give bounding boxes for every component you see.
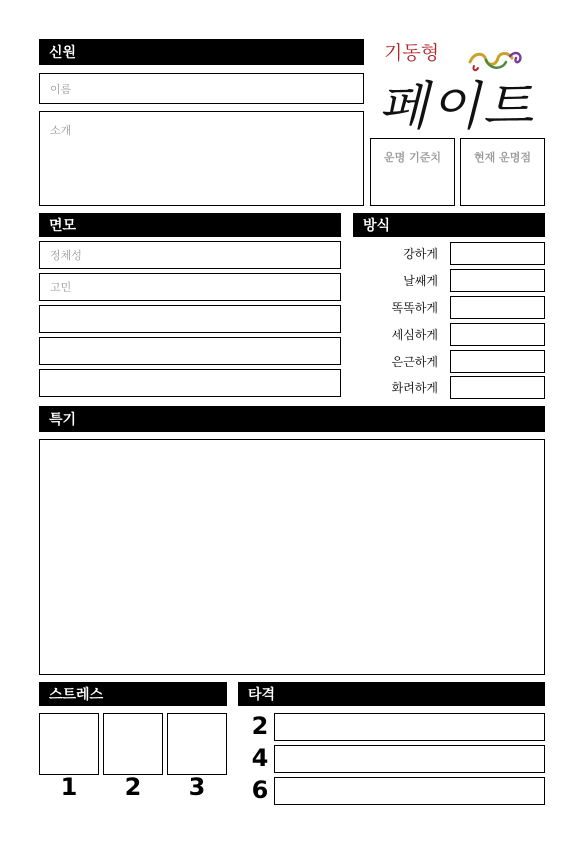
name-field-label: 이름: [50, 82, 72, 96]
logo-subtitle: 기동형: [384, 42, 440, 64]
identity-header-label: 신원: [49, 45, 77, 61]
stress-number: 2: [124, 773, 142, 801]
approach-label: 화려하게: [391, 381, 438, 395]
approach-input[interactable]: [450, 296, 545, 319]
approach-input[interactable]: [450, 323, 545, 346]
approaches-header-label: 방식: [363, 218, 391, 234]
logo-title: 페이트: [378, 77, 535, 137]
aspects-header: [39, 213, 341, 237]
stress-number: 3: [188, 773, 206, 801]
approach-label: 날쌔게: [403, 274, 438, 288]
identity-header: [39, 39, 364, 65]
stress-number: 1: [60, 773, 78, 801]
aspect-field-label: 정체성: [50, 249, 82, 262]
aspect-field[interactable]: [39, 241, 341, 269]
fate-current-box[interactable]: [460, 138, 545, 206]
consequence-number: 6: [251, 776, 269, 804]
approach-label: 세심하게: [391, 328, 438, 342]
consequences-header-label: 타격: [248, 687, 276, 703]
stunts-header: [39, 406, 545, 432]
approach-input[interactable]: [450, 269, 545, 292]
aspect-field-label: 고민: [50, 281, 72, 294]
approach-input[interactable]: [450, 350, 545, 373]
intro-field[interactable]: [39, 111, 364, 206]
fate-base-box[interactable]: [370, 138, 455, 206]
stress-header-label: 스트레스: [49, 687, 104, 703]
approach-input[interactable]: [450, 242, 545, 265]
aspects-header-label: 면모: [49, 218, 77, 234]
stunts-area[interactable]: [39, 439, 545, 675]
aspect-field[interactable]: [39, 369, 341, 397]
consequence-number: 2: [251, 712, 269, 740]
stress-header: [39, 682, 227, 706]
stress-box[interactable]: [167, 713, 227, 775]
stress-box[interactable]: [103, 713, 163, 775]
aspect-field[interactable]: [39, 273, 341, 301]
stress-box[interactable]: [39, 713, 99, 775]
consequence-field[interactable]: [274, 713, 545, 741]
consequence-field[interactable]: [274, 777, 545, 805]
consequences-header: [238, 682, 545, 706]
approach-input[interactable]: [450, 376, 545, 399]
approach-label: 똑똑하게: [391, 301, 438, 315]
aspect-field[interactable]: [39, 305, 341, 333]
stunts-header-label: 특기: [49, 412, 77, 428]
dragon-ornament-icon: [466, 48, 526, 76]
fate-base-label: 운명 기준치: [384, 151, 441, 164]
approaches-header: [353, 213, 545, 237]
approach-label: 강하게: [403, 247, 438, 261]
approach-label: 은근하게: [391, 355, 438, 369]
intro-field-label: 소개: [50, 124, 72, 137]
aspect-field[interactable]: [39, 337, 341, 365]
consequence-number: 4: [251, 744, 269, 772]
name-field[interactable]: [39, 73, 364, 104]
consequence-field[interactable]: [274, 745, 545, 773]
fate-current-label: 현재 운명점: [474, 151, 531, 164]
